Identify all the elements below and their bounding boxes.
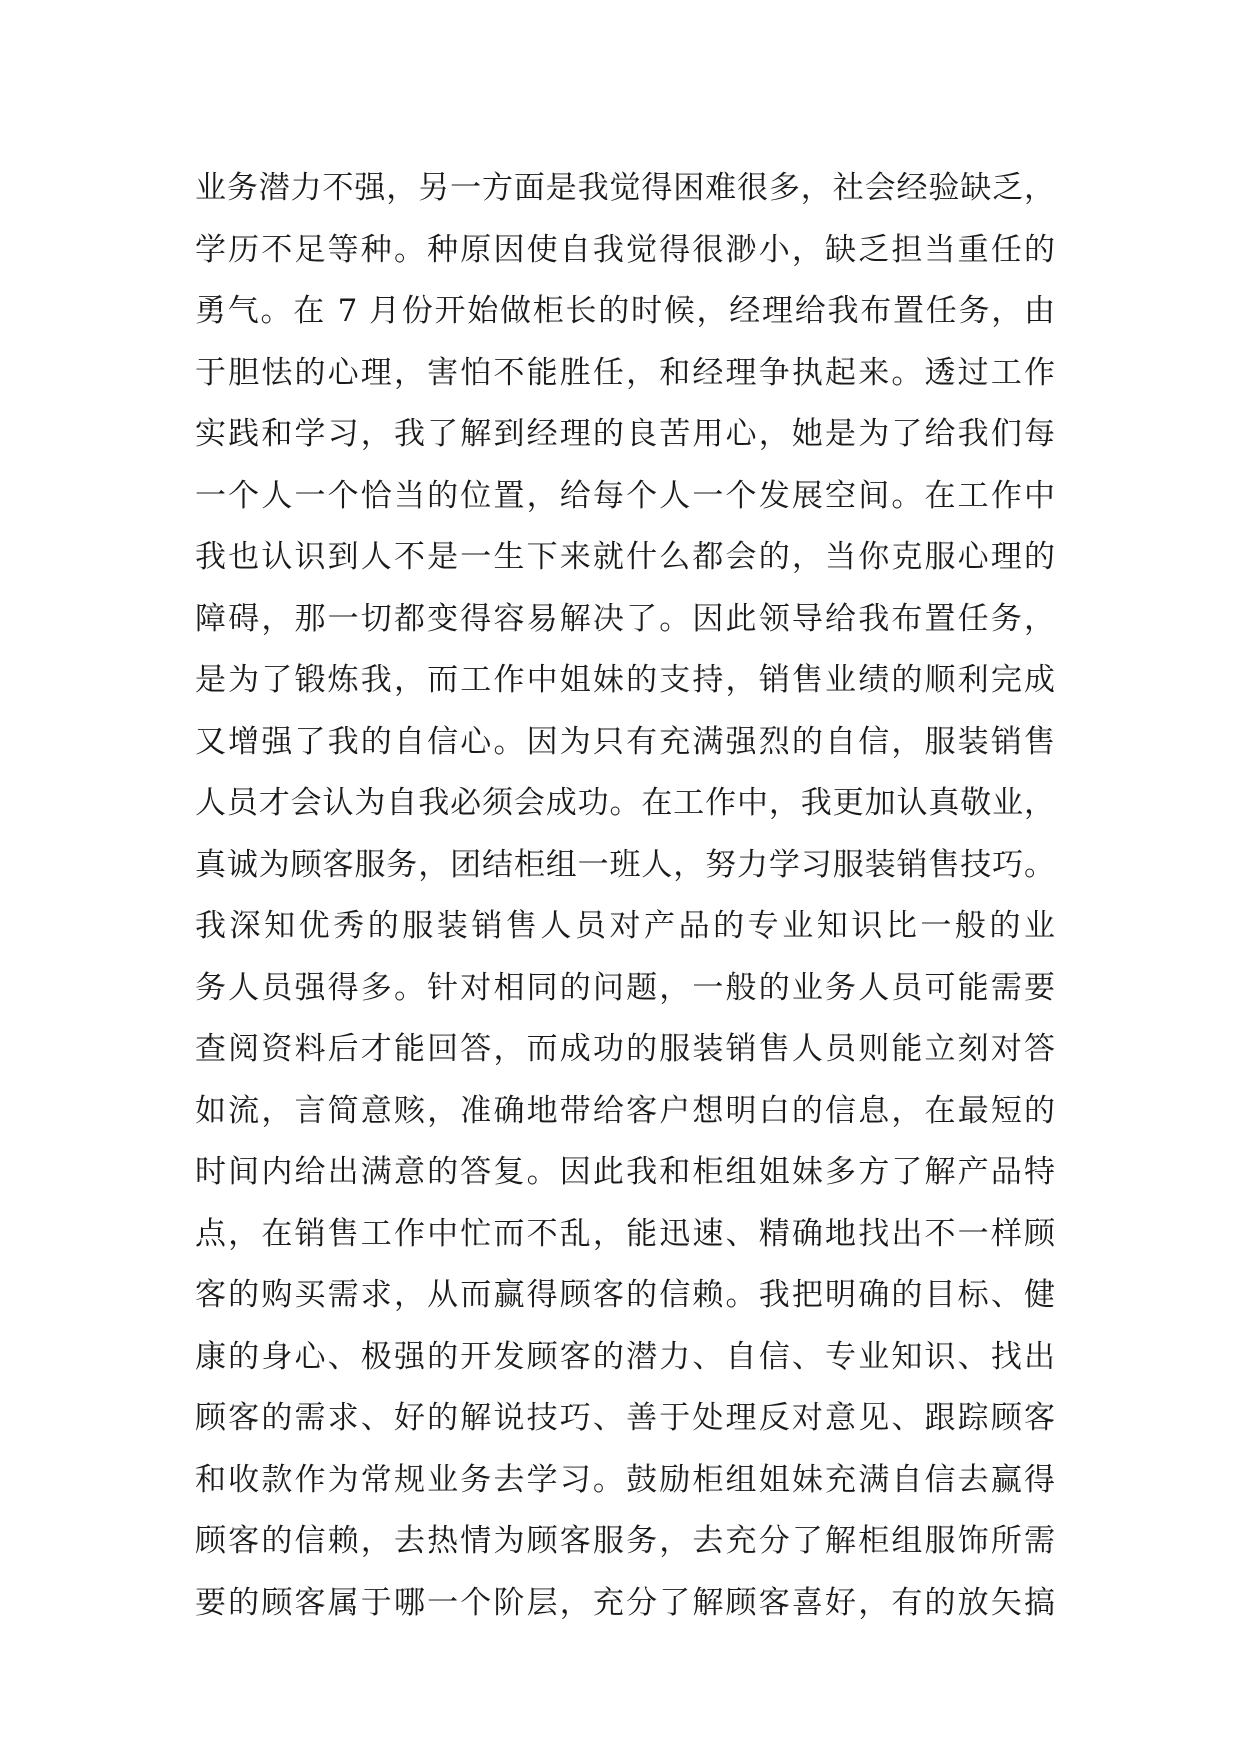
text-line: 学历不足等种。种原因使自我觉得很渺小，缺乏担当重任的	[195, 231, 1055, 268]
text-line: 实践和学习，我了解到经理的良苦用心，她是为了给我们每	[195, 416, 1055, 452]
text-line: 是为了锻炼我，而工作中姐妹的支持，销售业绩的顺利完成	[195, 662, 1055, 698]
text-line: 我深知优秀的服装销售人员对产品的专业知识比一般的业	[195, 908, 1055, 944]
text-line: 顾客的信赖，去热情为顾客服务，去充分了解柜组服饰所需	[195, 1523, 1055, 1559]
text-line: 顾客的需求、好的解说技巧、善于处理反对意见、跟踪顾客	[195, 1400, 1055, 1436]
text-line: 又增强了我的自信心。因为只有充满强烈的自信，服装销售	[195, 723, 1055, 760]
text-line: 康的身心、极强的开发顾客的潜力、自信、专业知识、找出	[195, 1338, 1055, 1375]
text-line: 勇气。在 7 月份开始做柜长的时候，经理给我布置任务，由	[195, 293, 1055, 329]
text-line: 查阅资料后才能回答，而成功的服装销售人员则能立刻对答	[195, 1031, 1055, 1067]
text-line: 于胆怯的心理，害怕不能胜任，和经理争执起来。透过工作	[195, 354, 1055, 391]
text-line: 和收款作为常规业务去学习。鼓励柜组姐妹充满自信去赢得	[195, 1461, 1055, 1498]
text-line: 客的购买需求，从而赢得顾客的信赖。我把明确的目标、健	[195, 1277, 1055, 1313]
body-text	[195, 158, 1055, 1634]
text-line: 业务潜力不强，另一方面是我觉得困难很多，社会经验缺乏，	[195, 170, 1055, 206]
text-line: 如流，言简意赅，准确地带给客户想明白的信息，在最短的	[195, 1092, 1055, 1129]
text-line: 真诚为顾客服务，团结柜组一班人，努力学习服装销售技巧。	[195, 846, 1055, 883]
text-line: 时间内给出满意的答复。因此我和柜组姐妹多方了解产品特	[195, 1154, 1055, 1190]
text-line: 障碍，那一切都变得容易解决了。因此领导给我布置任务，	[195, 600, 1055, 637]
text-line: 点，在销售工作中忙而不乱，能迅速、精确地找出不一样顾	[195, 1215, 1055, 1252]
text-line: 我也认识到人不是一生下来就什么都会的，当你克服心理的	[195, 539, 1055, 575]
text-line: 一个人一个恰当的位置，给每个人一个发展空间。在工作中	[195, 477, 1055, 514]
text-line: 人员才会认为自我必须会成功。在工作中，我更加认真敬业，	[195, 785, 1055, 821]
text-line: 要的顾客属于哪一个阶层，充分了解顾客喜好，有的放矢搞	[195, 1584, 1055, 1621]
text-line: 务人员强得多。针对相同的问题，一般的业务人员可能需要	[195, 969, 1055, 1006]
